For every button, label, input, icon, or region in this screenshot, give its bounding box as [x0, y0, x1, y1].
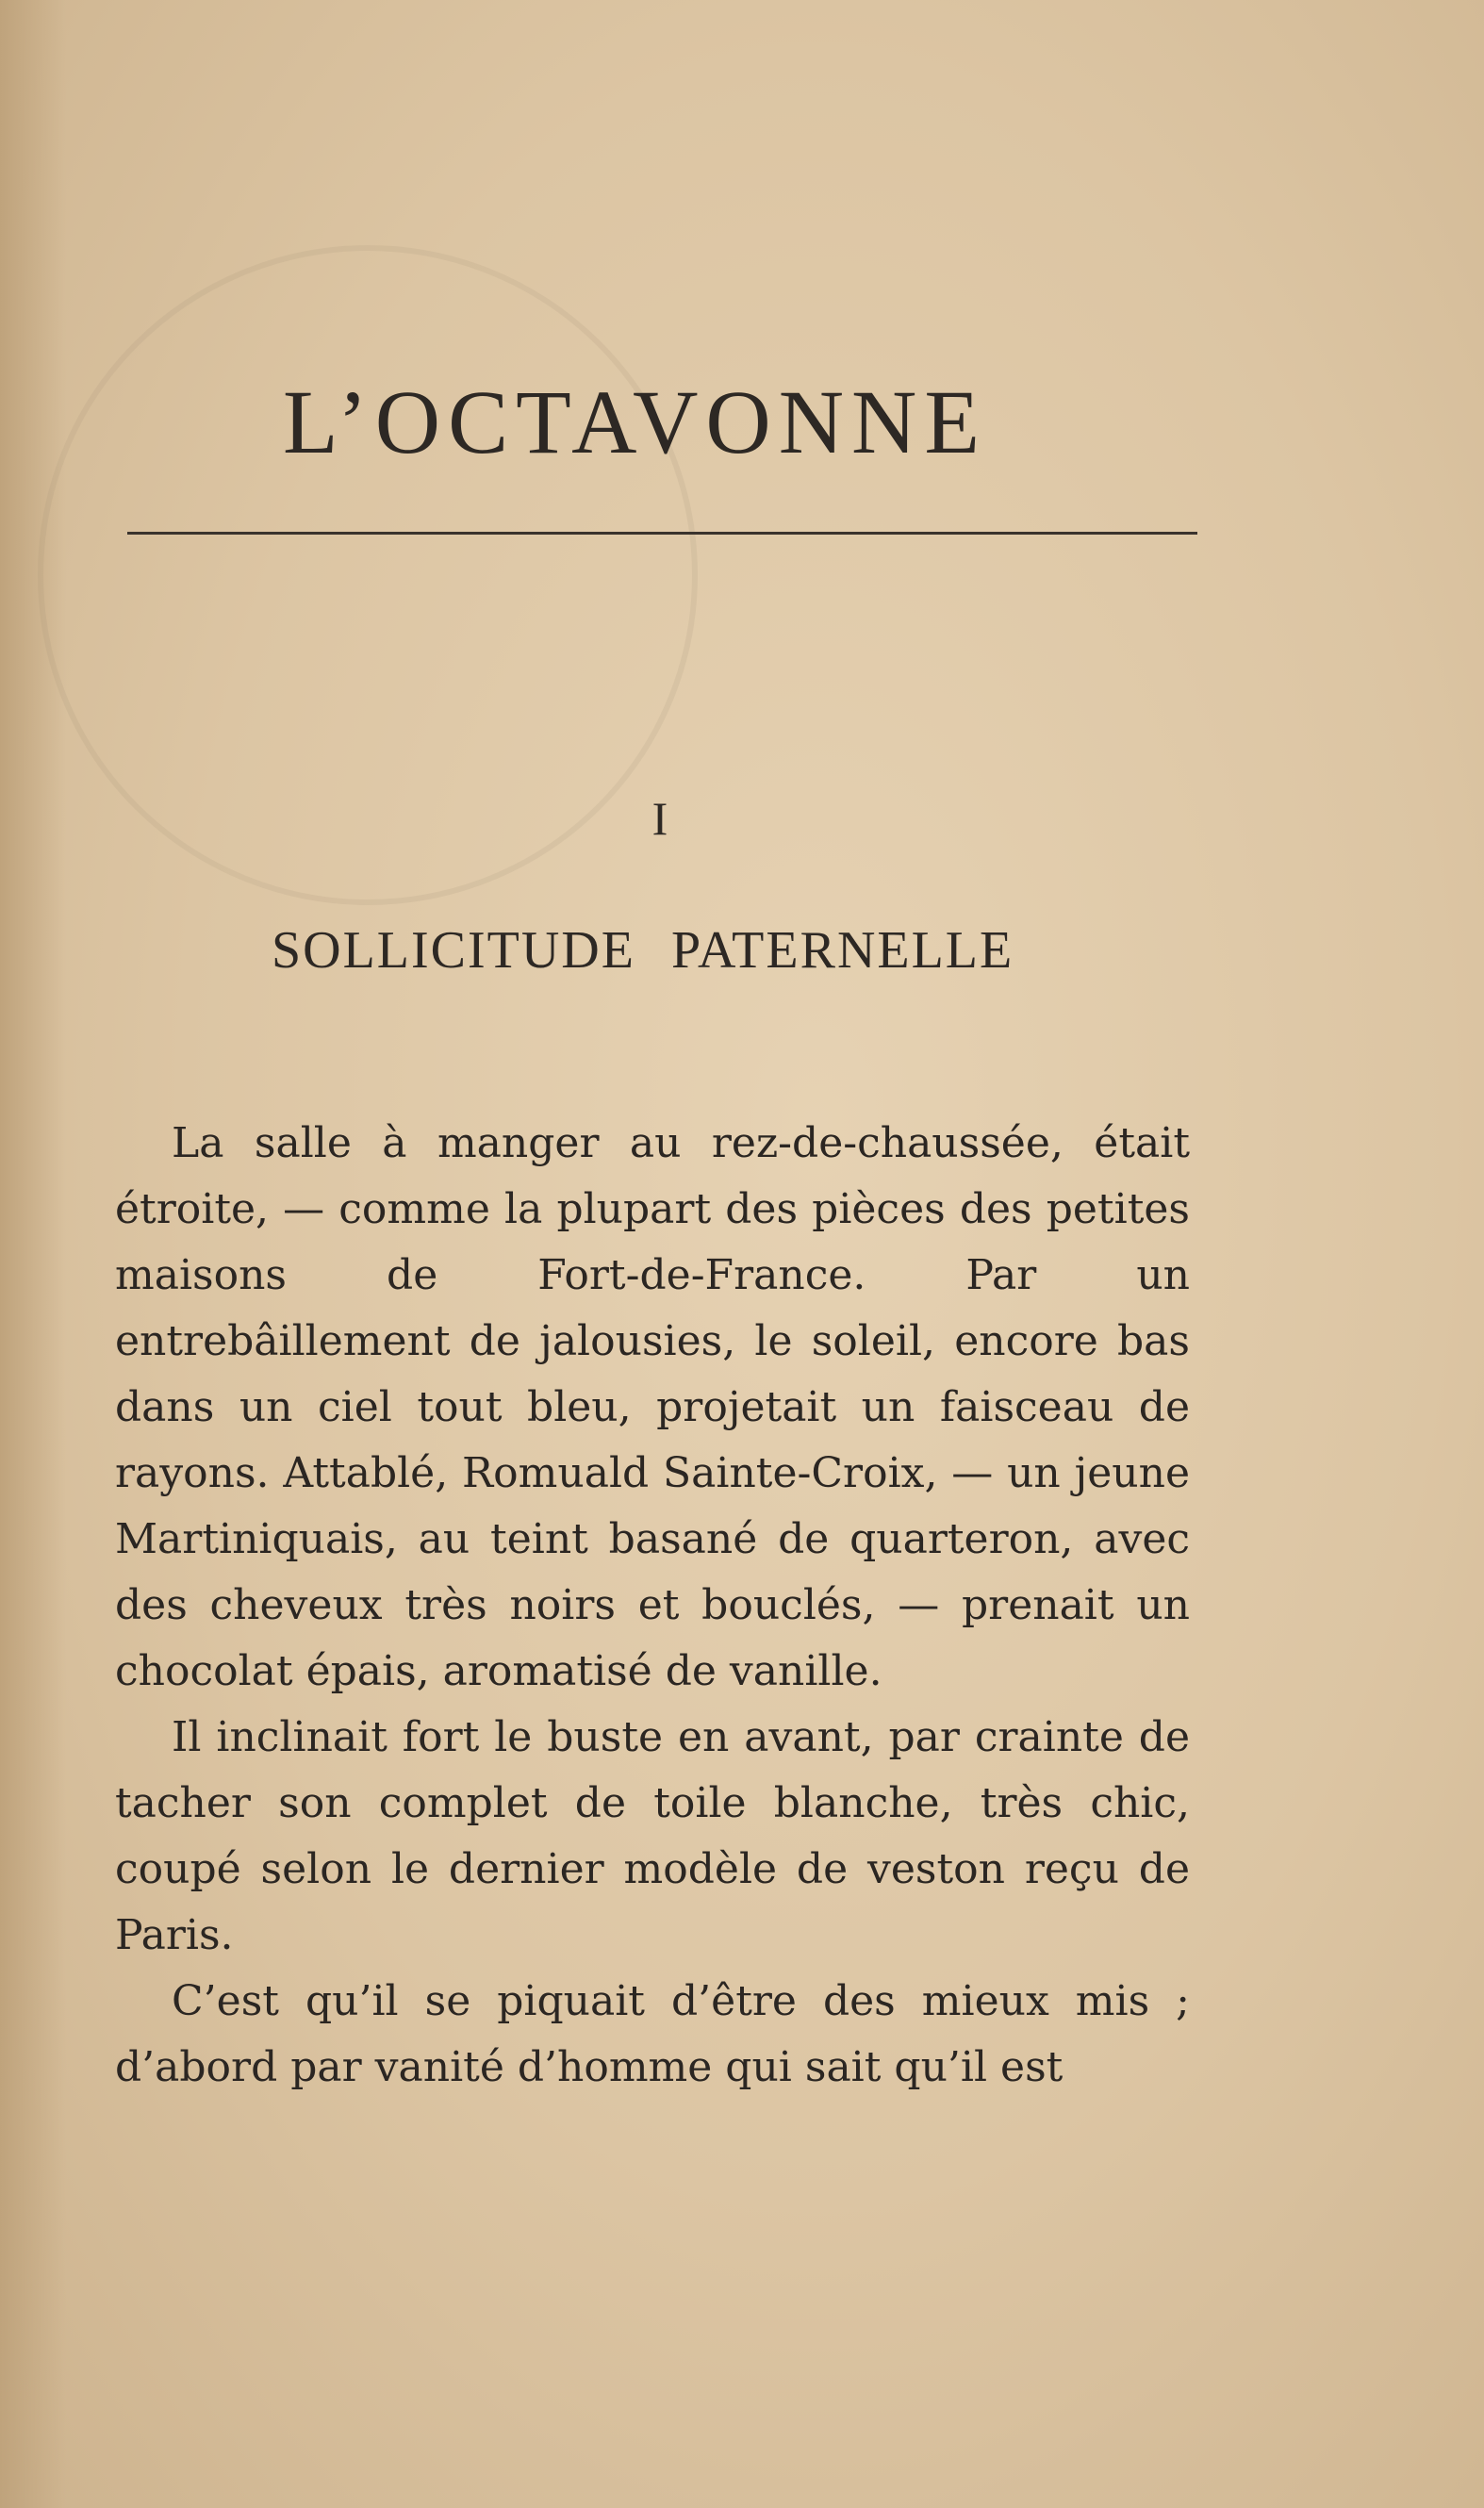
body-text: [115, 1111, 1190, 2101]
paragraph-2: Il inclinait fort le buste en avant, par crainte de tacher son complet de toile blanche, très chic, coupé selon le dernier modèle de veston reçu de Paris.: [115, 1713, 1190, 1959]
book-title: L’OCTAVONNE: [283, 371, 988, 472]
title-rule: [127, 532, 1197, 535]
page-gutter-shadow: [0, 0, 66, 2508]
chapter-number: I: [651, 792, 668, 845]
paragraph-3: C’est qu’il se piquait d’être des mieux mis ; d’abord par vanité d’homme qui sait qu’il est: [115, 1977, 1190, 2091]
paragraph-1: La salle à manger au rez-de-chaussée, était étroite, — comme la plupart des pièces des petites maisons de Fort-de-France. Par un entrebâillement de jalousies, le soleil, encore bas dans un ciel tout bleu, projetait un faisceau de rayons. Attablé, Romuald Sainte-Croix, — un jeune Martiniquais, au teint basané de quarteron, avec des cheveux très noirs et bouclés, — prenait un chocolat épais, aromatisé de vanille.: [115, 1119, 1190, 1695]
chapter-title: SOLLICITUDE PATERNELLE: [272, 921, 1014, 980]
